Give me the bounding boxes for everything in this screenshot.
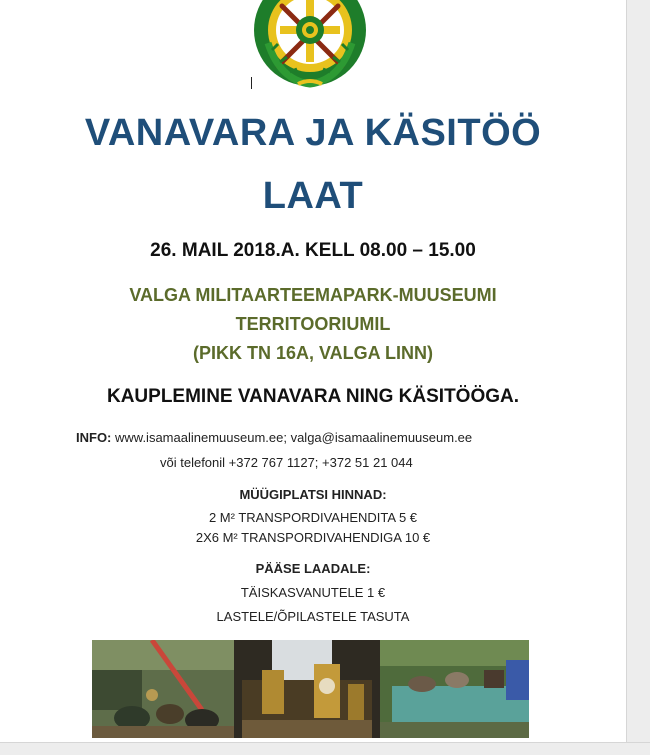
market-photos [92, 640, 529, 738]
info-contacts-text: www.isamaalinemuuseum.ee; valga@isamaalinemuuseum.ee [111, 430, 473, 445]
page-scroll-gutter [626, 0, 650, 755]
page-bottom-edge [0, 742, 650, 755]
entry-item-children: LASTELE/ÕPILASTELE TASUTA [216, 609, 410, 624]
prices-heading: MÜÜGIPLATSI HINNAD: [239, 487, 387, 502]
info-label: INFO: [76, 430, 112, 445]
museum-emblem-logo [250, 0, 370, 88]
poster-title-line-1: VANAVARA JA KÄSITÖÖ [84, 112, 542, 154]
location-line-1: VALGA MILITAARTEEMAPARK-MUUSEUMI [129, 285, 497, 305]
photo-outdoor-table [380, 640, 529, 738]
poster-title-line-2: LAAT [262, 175, 364, 217]
event-date: 26. MAIL 2018.A. KELL 08.00 – 15.00 [150, 240, 476, 261]
entry-item-adults: TÄISKASVANUTELE 1 € [240, 585, 386, 600]
info-phone: või telefonil +372 767 1127; +372 51 21 044 [160, 455, 413, 470]
entry-heading: PÄÄSE LAADALE: [255, 561, 371, 576]
photo-helmets [92, 640, 234, 738]
price-item-2: 2X6 M² TRANSPORDIVAHENDIGA 10 € [195, 530, 431, 545]
photo-clocks [234, 640, 380, 738]
price-item-1: 2 M² TRANSPORDIVAHENDITA 5 € [208, 510, 418, 525]
location-address: (PIKK TN 16A, VALGA LINN) [192, 343, 433, 363]
info-contacts [76, 430, 472, 445]
trade-description: KAUPLEMINE VANAVARA NING KÄSITÖÖGA. [106, 386, 520, 407]
text-cursor [251, 77, 252, 89]
location-line-2: TERRITOORIUMIL [235, 314, 391, 334]
